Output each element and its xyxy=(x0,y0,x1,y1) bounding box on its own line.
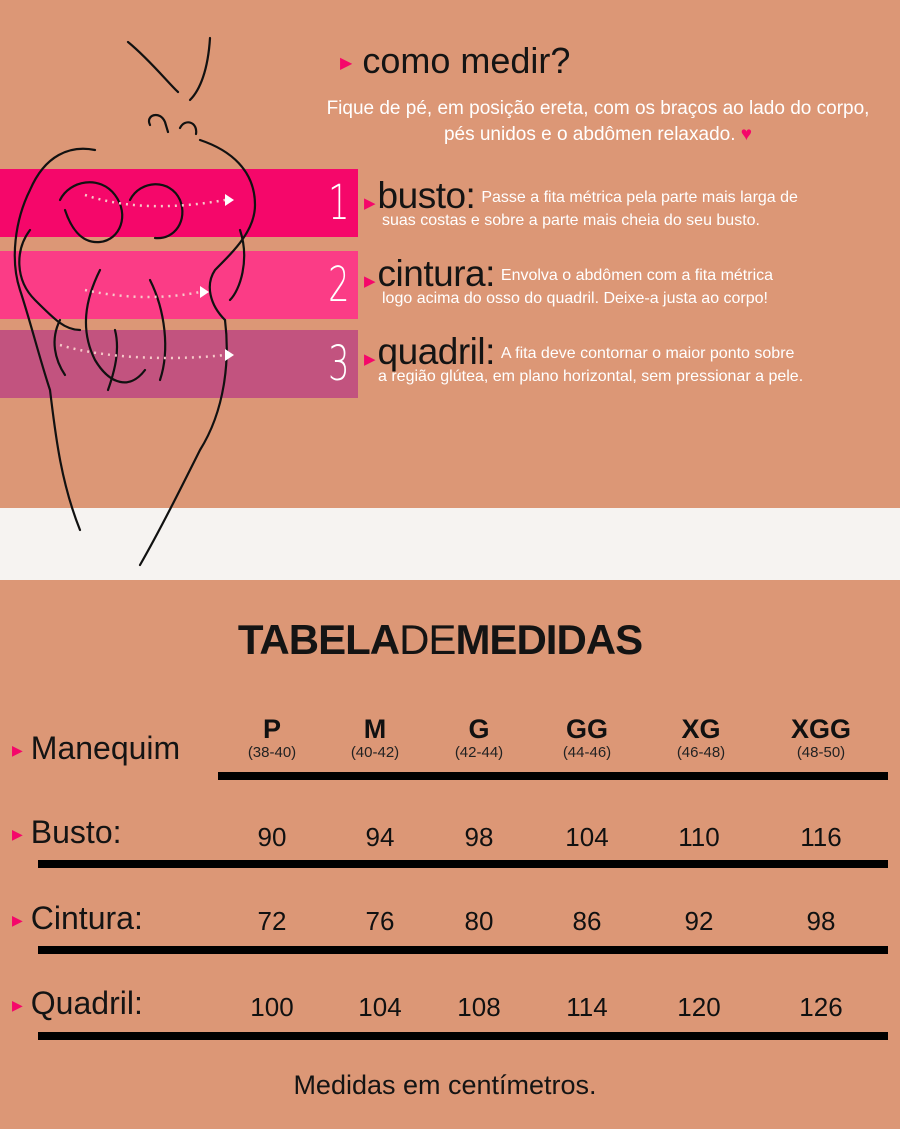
size-col-p: P (38-40) xyxy=(247,714,297,761)
units-note: Medidas em centímetros. xyxy=(293,1070,597,1100)
table-cell: 114 xyxy=(566,992,608,1022)
table-cell: 72 xyxy=(257,906,287,936)
triangle-bullet-icon: ▶ xyxy=(12,912,23,929)
table-cell: 104 xyxy=(565,822,609,852)
row-label-cintura: ▶ Cintura: xyxy=(12,900,143,936)
table-cell: 100 xyxy=(250,992,294,1022)
table-cell: 80 xyxy=(464,906,494,936)
table-cell: 94 xyxy=(365,822,395,852)
measure-instructions: Fique de pé, em posição ereta, com os braços ao lado do corpo, pés unidos e o abdômen relaxado. ♥ xyxy=(326,98,870,145)
table-cell: 76 xyxy=(365,906,395,936)
waist-instruction: ▶cintura: Envolva o abdômen com a fita métrica logo acima do osso do quadril. Deixe-a justa ao corpo! xyxy=(364,253,774,307)
size-col-m: M (40-42) xyxy=(350,714,400,761)
triangle-bullet-icon: ▶ xyxy=(12,997,23,1014)
bust-instruction: ▶busto: Passe a fita métrica pela parte mais larga de suas costas e sobre a parte mais cheia do seu busto. xyxy=(364,175,798,229)
size-col-xgg: XGG (48-50) xyxy=(790,714,851,761)
triangle-bullet-icon: ▶ xyxy=(364,273,376,290)
triangle-bullet-icon: ▶ xyxy=(12,742,23,759)
triangle-bullet-icon: ▶ xyxy=(364,351,376,368)
triangle-bullet-icon: ▶ xyxy=(364,195,376,212)
heart-icon: ♥ xyxy=(740,124,753,145)
row-label-quadril: ▶ Quadril: xyxy=(12,985,143,1021)
body-silhouette-illustration xyxy=(0,30,360,570)
table-cell: 92 xyxy=(684,906,714,936)
how-to-measure-title: ▶ como medir? xyxy=(340,40,571,81)
table-cell: 86 xyxy=(572,906,602,936)
triangle-bullet-icon: ▶ xyxy=(12,826,23,843)
table-cell: 98 xyxy=(464,822,494,852)
table-cell: 104 xyxy=(358,992,402,1022)
row-label-manequim: ▶ Manequim xyxy=(12,730,181,766)
band-number-2: 2 xyxy=(328,257,350,313)
table-cell: 98 xyxy=(806,906,836,936)
table-cell: 110 xyxy=(678,822,720,852)
header-divider xyxy=(218,772,888,780)
table-cell: 116 xyxy=(800,822,842,852)
band-number-3: 3 xyxy=(328,336,350,392)
size-col-xg: XG (46-48) xyxy=(676,714,726,761)
row-label-busto: ▶ Busto: xyxy=(12,814,122,850)
size-col-g: G (42-44) xyxy=(454,714,504,761)
row-divider xyxy=(38,1032,888,1040)
row-divider xyxy=(38,860,888,868)
table-cell: 126 xyxy=(799,992,843,1022)
band-number-1: 1 xyxy=(328,175,350,231)
triangle-bullet-icon: ▶ xyxy=(340,55,353,73)
table-cell: 120 xyxy=(677,992,721,1022)
hip-instruction: ▶quadril: A fita deve contornar o maior ponto sobre a região glútea, em plano horizontal, sem pressionar a pele. xyxy=(364,331,804,385)
size-col-gg: GG (44-46) xyxy=(562,714,612,761)
table-cell: 90 xyxy=(257,822,287,852)
size-table-title: TABELADEMEDIDAS xyxy=(237,616,643,663)
table-cell: 108 xyxy=(457,992,501,1022)
row-divider xyxy=(38,946,888,954)
